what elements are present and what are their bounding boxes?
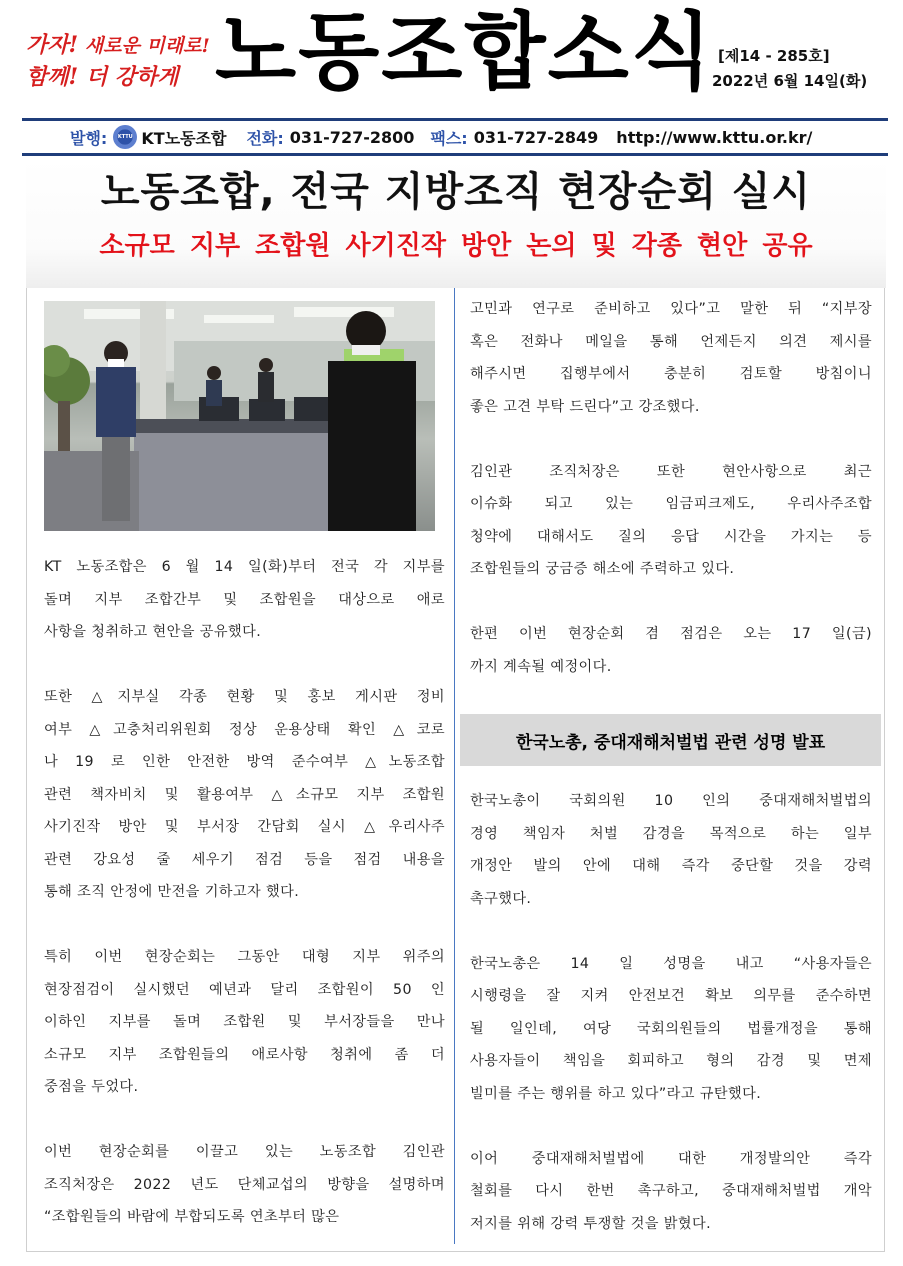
text-line: 혹은 전화나 메일을 통해 언제든지 의견 제시를 [470, 333, 872, 350]
text-line: 돌며 지부 조합간부 및 조합원을 대상으로 애로 [44, 591, 445, 608]
text-line: 중점을 두었다. [44, 1079, 139, 1095]
text-line: 특히 이번 현장순회는 그동안 대형 지부 위주의 [44, 949, 445, 965]
slogan [26, 32, 210, 91]
text-line: 청약에 대해서도 질의 응답 시간을 가지는 등 [470, 528, 872, 545]
text-line: 관련 책자비치 및 활용여부 △소규모 지부 조합원 [44, 786, 445, 803]
paragraph [44, 941, 445, 1104]
publisher-bar [22, 122, 888, 152]
side-article-title: 한국노총, 중대재해처벌법 관련 성명 발표 [460, 714, 881, 766]
text-line: 관련 강요성 줄 세우기 점검 등을 점검 내용을 [44, 851, 445, 868]
phone-number: 031-727-2800 [289, 127, 415, 147]
newsletter-title: 노동조합소식 [215, 3, 714, 101]
headline-title: 노동조합, 전국 지방조직 현장순회 실시 [100, 169, 812, 215]
text-line: 현장점검이 실시했던 예년과 달리 조합원이 50 인 [44, 981, 445, 998]
issue-number: [제14 - 285호] [718, 47, 830, 65]
slogan-line1-b: 새로운 미래로! [84, 35, 210, 57]
text-line: 빌미를 주는 행위를 하고 있다”라고 규탄했다. [470, 1085, 762, 1102]
paragraph [470, 1143, 872, 1241]
text-line: 까지 계속될 예정이다. [470, 658, 612, 675]
text-line: 또한 △지부실 각종 현황 및 홍보 게시판 정비 [44, 689, 445, 705]
text-line: 이슈화 되고 있는 임금피크제도, 우리사주조합 [470, 496, 872, 512]
text-line: KT 노동조합은 6 월 14 일(화)부터 전국 각 지부를 [44, 559, 445, 575]
fax-label: 팩스: [430, 128, 468, 148]
text-line: 철회를 다시 한번 촉구하고, 중대재해처벌법 개악 [470, 1183, 872, 1199]
office-scene-illustration [44, 301, 435, 531]
text-line: 한국노총은 14 일 성명을 내고 “사용자들은 [470, 955, 872, 972]
text-line: 이하인 지부를 돌며 조합원 및 부서장들을 만나 [44, 1014, 445, 1030]
top-rule [22, 118, 888, 121]
text-line: 이어 중대재해처벌법에 대한 개정발의안 즉각 [470, 1150, 872, 1167]
text-line: 촉구했다. [470, 890, 532, 907]
text-line: 통해 조직 안정에 만전을 기하고자 했다. [44, 884, 300, 900]
text-line: 조합원들의 궁금증 해소에 주력하고 있다. [470, 561, 735, 577]
phone-label: 전화: [246, 128, 284, 148]
paragraph [44, 1136, 445, 1234]
text-line: 나 19 로 인한 안전한 방역 준수여부 △노동조합 [44, 754, 445, 770]
text-line: 경영 책임자 처벌 감경을 목적으로 하는 일부 [470, 825, 872, 842]
paragraph [470, 293, 872, 423]
text-line: 한국노총이 국회의원 10 인의 중대재해처벌법의 [470, 793, 872, 809]
slogan-line2: 함께! 더 강하게 [26, 64, 179, 90]
text-line: 좋은 고견 부탁 드린다”고 강조했다. [470, 398, 700, 415]
right-column [470, 293, 872, 716]
text-line: 이번 현장순회를 이끌고 있는 노동조합 김인관 [44, 1144, 445, 1160]
left-column [44, 551, 445, 1266]
text-line: 김인관 조직처장은 또한 현안사항으로 최근 [470, 463, 872, 480]
website-link[interactable]: http://www.kttu.or.kr/ [616, 127, 813, 147]
kttu-logo-icon: KTTU [113, 125, 137, 149]
text-line: 개정안 발의 안에 대해 즉각 중단할 것을 강력 [470, 858, 872, 874]
slogan-line1-a: 가자! [26, 32, 79, 58]
issue-date: 2022년 6월 14일(화) [712, 72, 868, 90]
column-divider [454, 288, 455, 1244]
text-line: 될 일인데, 여당 국회의원들의 법률개정을 통해 [470, 1020, 872, 1037]
text-line: 여부 △고충처리위원회 정상 운용상태 확인 △코로 [44, 721, 445, 738]
text-line: 해주시면 집행부에서 충분히 검토할 방침이니 [470, 366, 872, 382]
text-line: “조합원들의 바람에 부합되도록 연초부터 많은 [44, 1209, 340, 1225]
paragraph [470, 785, 872, 915]
paragraph [470, 456, 872, 586]
paragraph [470, 618, 872, 683]
text-line: 고민과 연구로 준비하고 있다”고 말한 뒤 “지부장 [470, 301, 872, 317]
side-article-body [470, 785, 872, 1266]
fax-number: 031-727-2849 [473, 127, 599, 147]
issue-info [712, 44, 882, 94]
text-line: 사항을 청취하고 현안을 공유했다. [44, 624, 262, 640]
text-line: 저지를 위해 강력 투쟁할 것을 밝혔다. [470, 1215, 712, 1232]
office-visit-photo [44, 301, 435, 531]
paragraph [44, 551, 445, 649]
text-line: 사용자들이 책임을 회피하고 형의 감경 및 면제 [470, 1053, 872, 1069]
bottom-rule [22, 153, 888, 156]
headline-subtitle: 소규모 지부 조합원 사기진작 방안 논의 및 각종 현안 공유 [99, 231, 813, 261]
text-line: 한편 이번 현장순회 겸 점검은 오는 17 일(금) [470, 626, 872, 642]
paragraph [470, 948, 872, 1111]
text-line: 시행령을 잘 지켜 안전보건 확보 의무를 준수하면 [470, 988, 872, 1004]
publisher-label: 발행: [70, 128, 108, 148]
text-line: 조직처장은 2022 년도 단체교섭의 방향을 설명하며 [44, 1176, 445, 1193]
paragraph [44, 681, 445, 909]
publisher-name: KT노동조합 [141, 128, 227, 148]
text-line: 사기진작 방안 및 부서장 간담회 실시 △우리사주 [44, 819, 445, 835]
text-line: 소규모 지부 조합원들의 애로사항 청취에 좀 더 [44, 1046, 445, 1063]
